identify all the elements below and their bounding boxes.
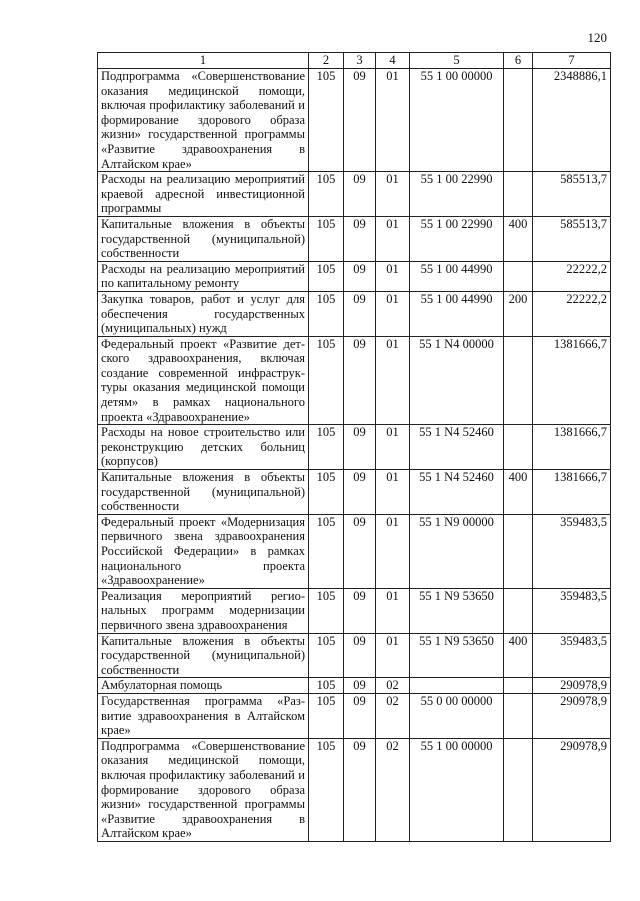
budget-table — [97, 52, 611, 842]
item-name-cell: Капитальные вложения в объекты государственной (муниципальной) собственности — [98, 633, 309, 678]
amount-cell: 585513,7 — [533, 216, 611, 261]
target-article-cell: 55 1 00 44990 — [410, 291, 504, 336]
section-code-cell: 09 — [344, 693, 376, 738]
target-article-cell: 55 1 N9 00000 — [410, 514, 504, 588]
column-header: 2 — [309, 53, 344, 69]
section-code-cell: 09 — [344, 216, 376, 261]
table-row — [98, 336, 611, 425]
table-row — [98, 69, 611, 172]
table-row — [98, 588, 611, 633]
item-name-cell: Амбулаторная помощь — [98, 678, 309, 694]
target-article-cell: 55 1 N4 52460 — [410, 470, 504, 515]
target-article-cell: 55 0 00 00000 — [410, 693, 504, 738]
ministry-code-cell: 105 — [309, 678, 344, 694]
table-row — [98, 172, 611, 217]
subsection-code-cell: 01 — [376, 588, 410, 633]
section-code-cell: 09 — [344, 261, 376, 291]
item-name-cell: Закупка товаров, работ и услуг для обеспечения государственных (муниципальных) нужд — [98, 291, 309, 336]
subsection-code-cell: 01 — [376, 291, 410, 336]
amount-cell: 1381666,7 — [533, 425, 611, 470]
expense-type-cell — [504, 425, 533, 470]
amount-cell: 2348886,1 — [533, 69, 611, 172]
ministry-code-cell: 105 — [309, 633, 344, 678]
section-code-cell: 09 — [344, 470, 376, 515]
subsection-code-cell: 01 — [376, 514, 410, 588]
column-header: 4 — [376, 53, 410, 69]
item-name-cell: Капитальные вложения в объекты государственной (муниципальной) собственности — [98, 470, 309, 515]
subsection-code-cell: 01 — [376, 470, 410, 515]
item-name-cell: Расходы на новое строительство или реконструкцию детских больниц (корпусов) — [98, 425, 309, 470]
page-number: 120 — [587, 30, 607, 45]
section-code-cell: 09 — [344, 69, 376, 172]
ministry-code-cell: 105 — [309, 588, 344, 633]
table-row — [98, 291, 611, 336]
amount-cell: 359483,5 — [533, 514, 611, 588]
target-article-cell: 55 1 N4 00000 — [410, 336, 504, 425]
section-code-cell: 09 — [344, 678, 376, 694]
amount-cell: 1381666,7 — [533, 470, 611, 515]
header-row — [98, 53, 611, 69]
subsection-code-cell: 01 — [376, 633, 410, 678]
expense-type-cell — [504, 514, 533, 588]
ministry-code-cell: 105 — [309, 291, 344, 336]
table-row — [98, 514, 611, 588]
section-code-cell: 09 — [344, 514, 376, 588]
subsection-code-cell: 01 — [376, 425, 410, 470]
table-row — [98, 261, 611, 291]
table-row — [98, 633, 611, 678]
ministry-code-cell: 105 — [309, 738, 344, 841]
item-name-cell: Реализация мероприятий региональных программ модернизации первичного звена здравоохранения — [98, 588, 309, 633]
expense-type-cell — [504, 172, 533, 217]
expense-type-cell — [504, 693, 533, 738]
item-name-cell: Расходы на реализацию мероприятий по капитальному ремонту — [98, 261, 309, 291]
expense-type-cell — [504, 69, 533, 172]
target-article-cell: 55 1 00 22990 — [410, 172, 504, 217]
target-article-cell: 55 1 N4 52460 — [410, 425, 504, 470]
table-row — [98, 470, 611, 515]
table-row — [98, 425, 611, 470]
column-header: 6 — [504, 53, 533, 69]
section-code-cell: 09 — [344, 172, 376, 217]
ministry-code-cell: 105 — [309, 693, 344, 738]
item-name-cell: Федеральный проект «Развитие детского здравоохранения, включая создание современной инфраструктуры оказания медицинской помощи детям» в рамках национального проекта «Здравоохранение» — [98, 336, 309, 425]
target-article-cell: 55 1 00 22990 — [410, 216, 504, 261]
expense-type-cell — [504, 336, 533, 425]
ministry-code-cell: 105 — [309, 425, 344, 470]
item-name-cell: Государственная программа «Развитие здравоохранения в Алтайском крае» — [98, 693, 309, 738]
item-name-cell: Подпрограмма «Совершенствование оказания медицинской помощи, включая профилактику заболеваний и формирование здорового образа жизни» государственной программы «Развитие здравоохранения в Алтайском крае» — [98, 69, 309, 172]
amount-cell: 290978,9 — [533, 693, 611, 738]
target-article-cell: 55 1 00 00000 — [410, 69, 504, 172]
expense-type-cell — [504, 738, 533, 841]
ministry-code-cell: 105 — [309, 470, 344, 515]
table-row — [98, 678, 611, 694]
target-article-cell: 55 1 N9 53650 — [410, 588, 504, 633]
subsection-code-cell: 02 — [376, 738, 410, 841]
section-code-cell: 09 — [344, 633, 376, 678]
amount-cell: 290978,9 — [533, 678, 611, 694]
ministry-code-cell: 105 — [309, 261, 344, 291]
subsection-code-cell: 02 — [376, 693, 410, 738]
item-name-cell: Капитальные вложения в объекты государственной (муниципальной) собственности — [98, 216, 309, 261]
amount-cell: 585513,7 — [533, 172, 611, 217]
subsection-code-cell: 02 — [376, 678, 410, 694]
expense-type-cell: 400 — [504, 633, 533, 678]
expense-type-cell — [504, 261, 533, 291]
table-row — [98, 738, 611, 841]
expense-type-cell — [504, 588, 533, 633]
ministry-code-cell: 105 — [309, 216, 344, 261]
section-code-cell: 09 — [344, 336, 376, 425]
ministry-code-cell: 105 — [309, 336, 344, 425]
section-code-cell: 09 — [344, 291, 376, 336]
column-header: 5 — [410, 53, 504, 69]
target-article-cell — [410, 678, 504, 694]
ministry-code-cell: 105 — [309, 172, 344, 217]
column-header: 1 — [98, 53, 309, 69]
section-code-cell: 09 — [344, 425, 376, 470]
table-row — [98, 693, 611, 738]
amount-cell: 290978,9 — [533, 738, 611, 841]
column-header: 7 — [533, 53, 611, 69]
table-body — [98, 69, 611, 842]
expense-type-cell: 200 — [504, 291, 533, 336]
amount-cell: 22222,2 — [533, 291, 611, 336]
item-name-cell: Подпрограмма «Совершенствование оказания медицинской помощи, включая профилактику заболеваний и формирование здорового образа жизни» государственной программы «Развитие здравоохранения в Алтайском крае» — [98, 738, 309, 841]
item-name-cell: Расходы на реализацию мероприятий краевой адресной инвестиционной программы — [98, 172, 309, 217]
target-article-cell: 55 1 00 44990 — [410, 261, 504, 291]
target-article-cell: 55 1 00 00000 — [410, 738, 504, 841]
subsection-code-cell: 01 — [376, 261, 410, 291]
expense-type-cell: 400 — [504, 470, 533, 515]
ministry-code-cell: 105 — [309, 69, 344, 172]
subsection-code-cell: 01 — [376, 216, 410, 261]
ministry-code-cell: 105 — [309, 514, 344, 588]
column-header: 3 — [344, 53, 376, 69]
table-row — [98, 216, 611, 261]
amount-cell: 359483,5 — [533, 588, 611, 633]
amount-cell: 22222,2 — [533, 261, 611, 291]
subsection-code-cell: 01 — [376, 336, 410, 425]
subsection-code-cell: 01 — [376, 69, 410, 172]
amount-cell: 1381666,7 — [533, 336, 611, 425]
target-article-cell: 55 1 N9 53650 — [410, 633, 504, 678]
amount-cell: 359483,5 — [533, 633, 611, 678]
item-name-cell: Федеральный проект «Модернизация первичного звена здравоохранения Российской Федерации» в рамках национального проекта «Здравоохранение» — [98, 514, 309, 588]
section-code-cell: 09 — [344, 588, 376, 633]
expense-type-cell: 400 — [504, 216, 533, 261]
subsection-code-cell: 01 — [376, 172, 410, 217]
section-code-cell: 09 — [344, 738, 376, 841]
expense-type-cell — [504, 678, 533, 694]
